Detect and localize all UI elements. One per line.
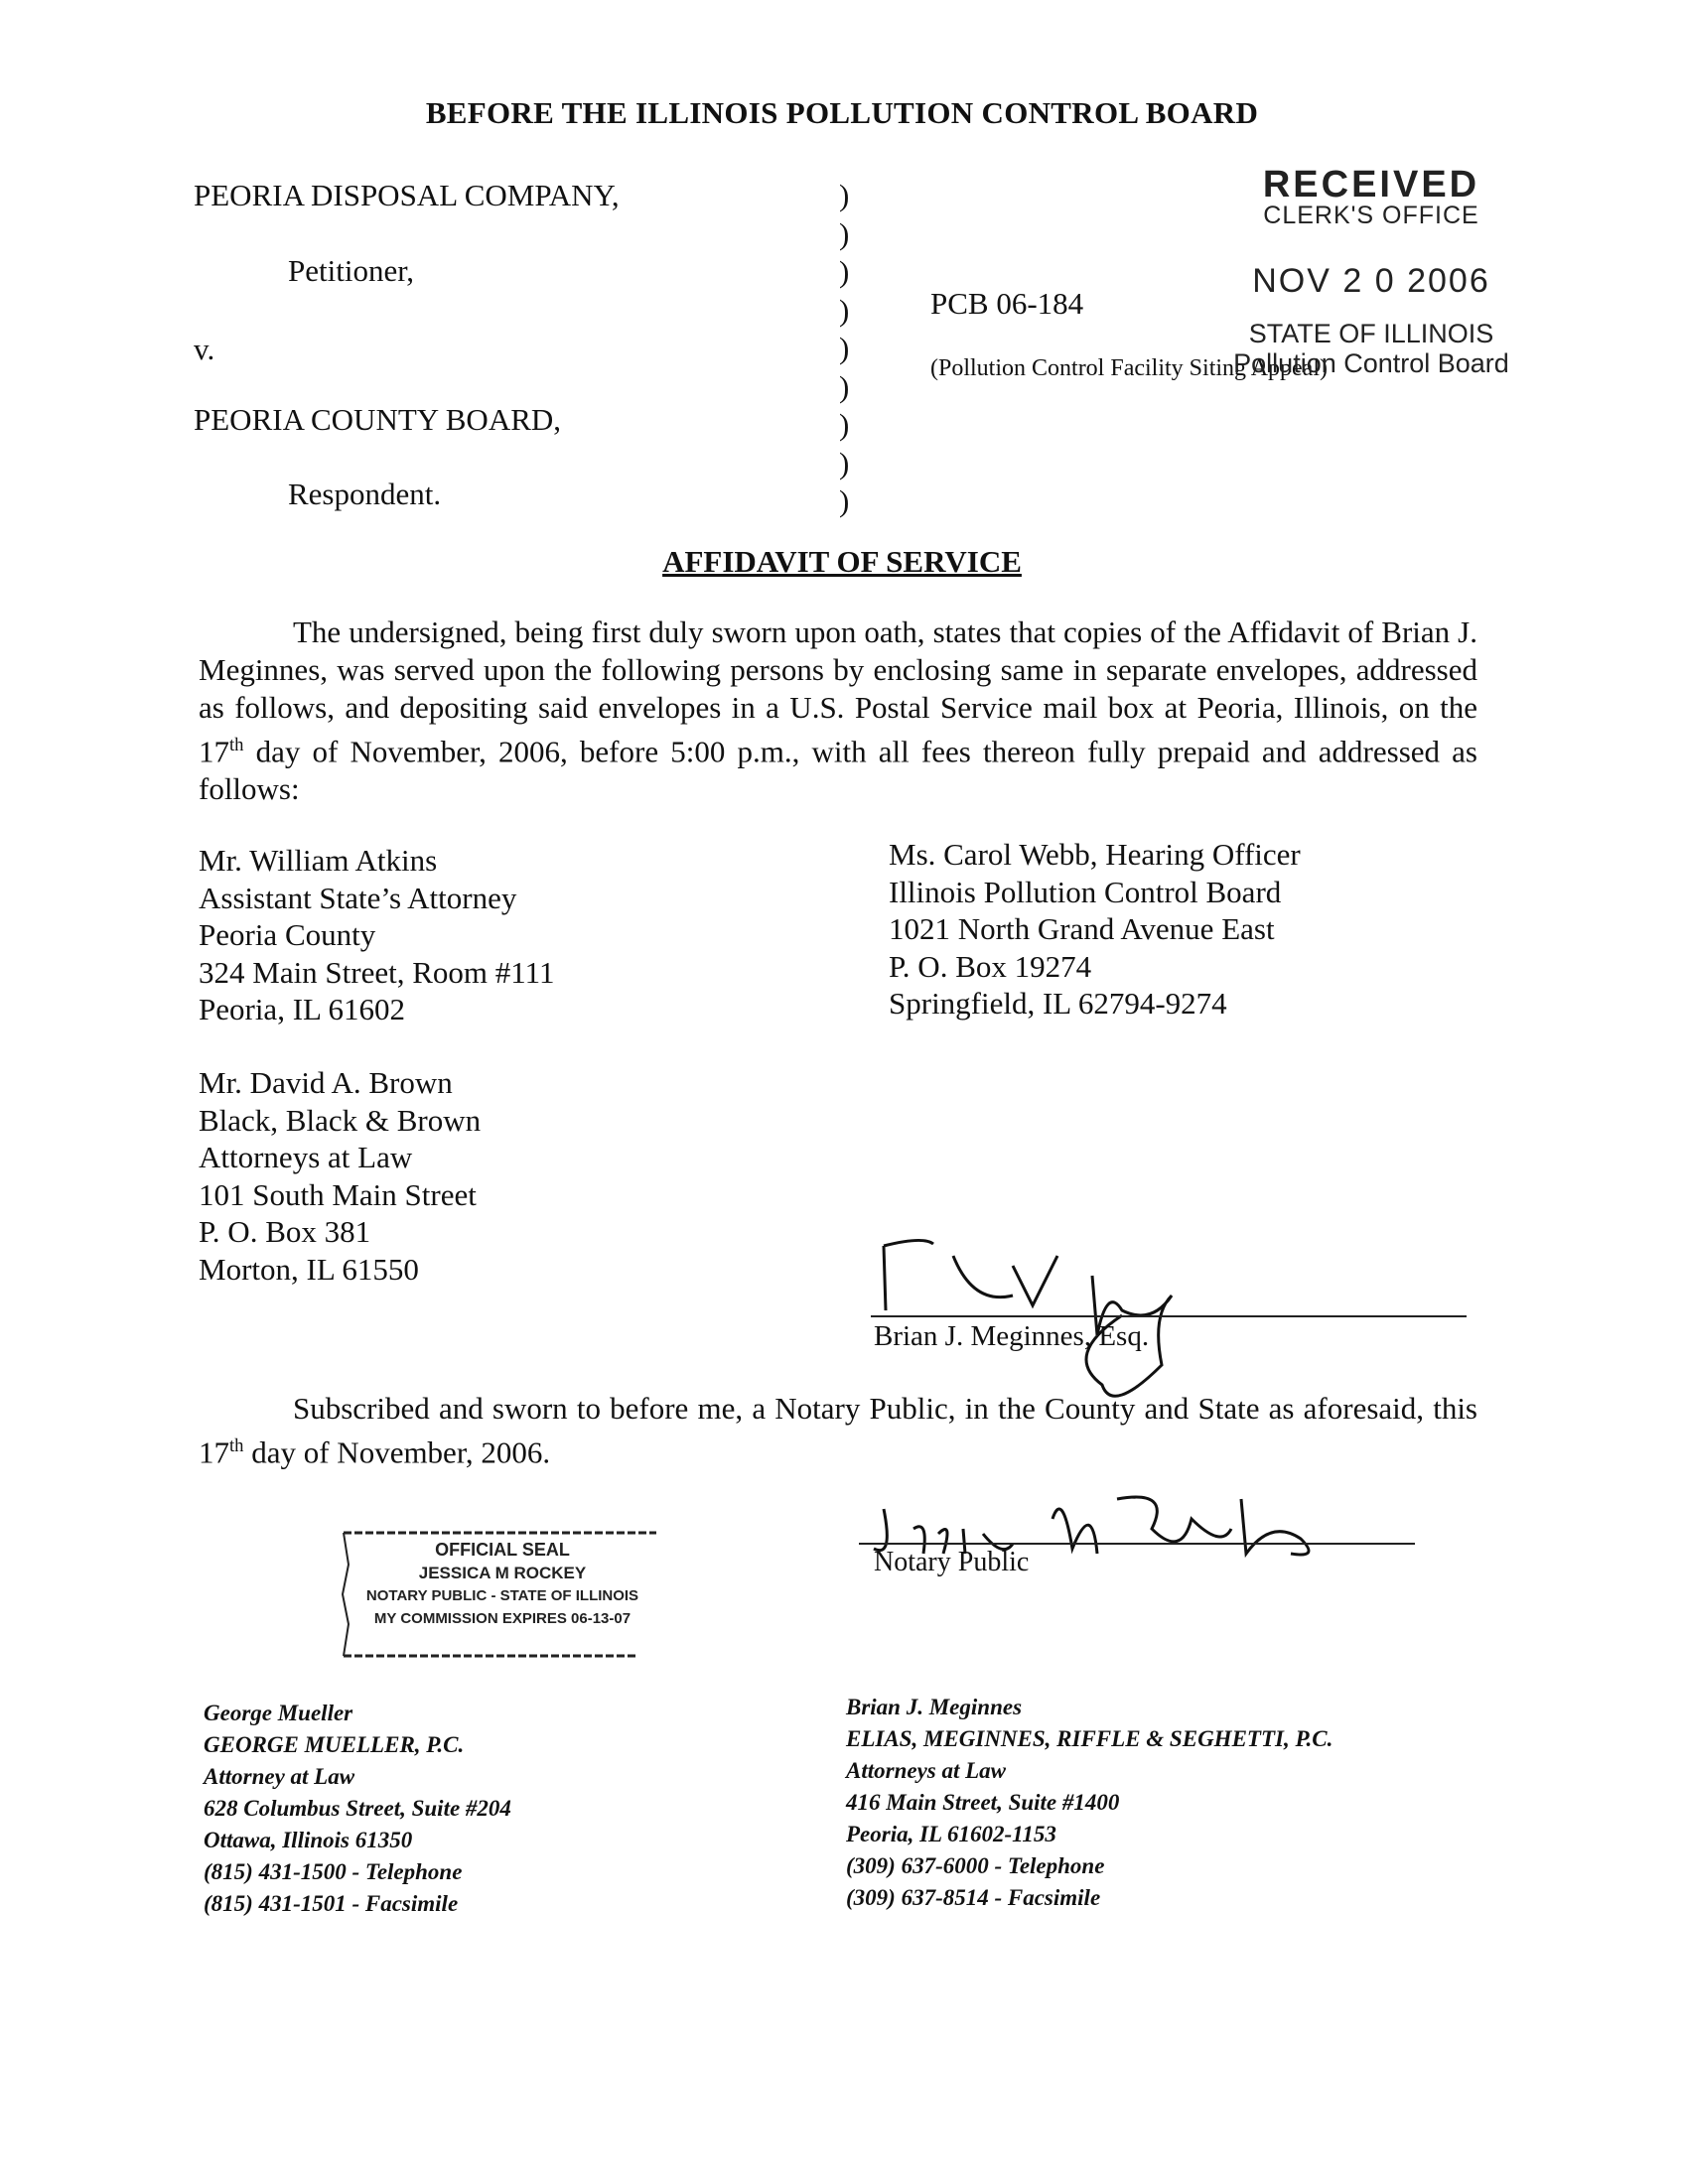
case-number: PCB 06-184 [930, 286, 1084, 321]
page-title: BEFORE THE ILLINOIS POLLUTION CONTROL BOARD [425, 95, 1259, 130]
notary-text: Subscribed and sworn to before me, a Notary Public, in the County and State as aforesaid, this 17th day of November, 2006. [199, 1391, 1477, 1470]
stamp-office: CLERK'S OFFICE [1263, 202, 1479, 229]
petitioner-name: PEORIA DISPOSAL COMPANY, [194, 178, 620, 212]
petitioner-role: Petitioner, [288, 253, 415, 288]
footer-right-attorney: Brian J. Meginnes ELIAS, MEGINNES, RIFFLE & SEGHETTI, P.C. Attorneys at Law 416 Main Street, Suite #1400 Peoria, IL 61602-1153 (309) 637-6000 - Telephone (309) 637-8514 - Facsimile [846, 1695, 1333, 1910]
respondent-name: PEORIA COUNTY BOARD, [194, 402, 562, 437]
signature-line [871, 1315, 1467, 1317]
stamp-received: RECEIVED [1262, 164, 1480, 205]
addressee-atkins: Mr. William Atkins Assistant State’s Attorney Peoria County 324 Main Street, Room #111 Peoria, IL 61602 [199, 843, 555, 1026]
notary-label: Notary Public [874, 1547, 1030, 1577]
addressee-brown: Mr. David A. Brown Black, Black & Brown Attorneys at Law 101 South Main Street P. O. Box 381 Morton, IL 61550 [199, 1065, 482, 1287]
affidavit-title: AFFIDAVIT OF SERVICE [662, 544, 1022, 579]
versus: v. [194, 332, 215, 366]
case-type: (Pollution Control Facility Siting Appeal) [930, 355, 1328, 381]
signature-name: Brian J. Meginnes, Esq. [874, 1320, 1150, 1352]
stamp-date: NOV 2 0 2006 [1252, 262, 1490, 300]
caption-parens: ) ) ) ) ) ) ) ) ) [839, 178, 850, 518]
notary-signature-line [859, 1543, 1415, 1545]
respondent-role: Respondent. [288, 477, 442, 511]
affidavit-body: The undersigned, being first duly sworn upon oath, states that copies of the Affidavit of Brian J. Meginnes, was served upon the following persons by enclosing same in separate envelopes, addressed as follows, and depositing said envelopes in a U.S. Postal Service mail box at Peoria, Illinois, on the 17th day of November, 2006, before 5:00 p.m., with all fees thereon fully prepaid and addressed as follows: [199, 614, 1477, 807]
stamp-state: STATE OF ILLINOIS [1248, 319, 1494, 348]
footer-left-attorney: George Mueller GEORGE MUELLER, P.C. Attorney at Law 628 Columbus Street, Suite #204 Ottawa, Illinois 61350 (815) 431-1500 - Telephone (815) 431-1501 - Facsimile [204, 1701, 511, 1916]
addressee-webb: Ms. Carol Webb, Hearing Officer Illinois Pollution Control Board 1021 North Grand Avenue East P. O. Box 19274 Springfield, IL 62794-9274 [889, 837, 1301, 1021]
stamp-board: Pollution Control Board [1233, 348, 1509, 378]
notary-seal: OFFICIAL SEAL JESSICA M ROCKEY NOTARY PUBLIC - STATE OF ILLINOIS MY COMMISSION EXPIRES 06-13-07 [339, 1525, 666, 1664]
received-stamp [1217, 164, 1525, 378]
